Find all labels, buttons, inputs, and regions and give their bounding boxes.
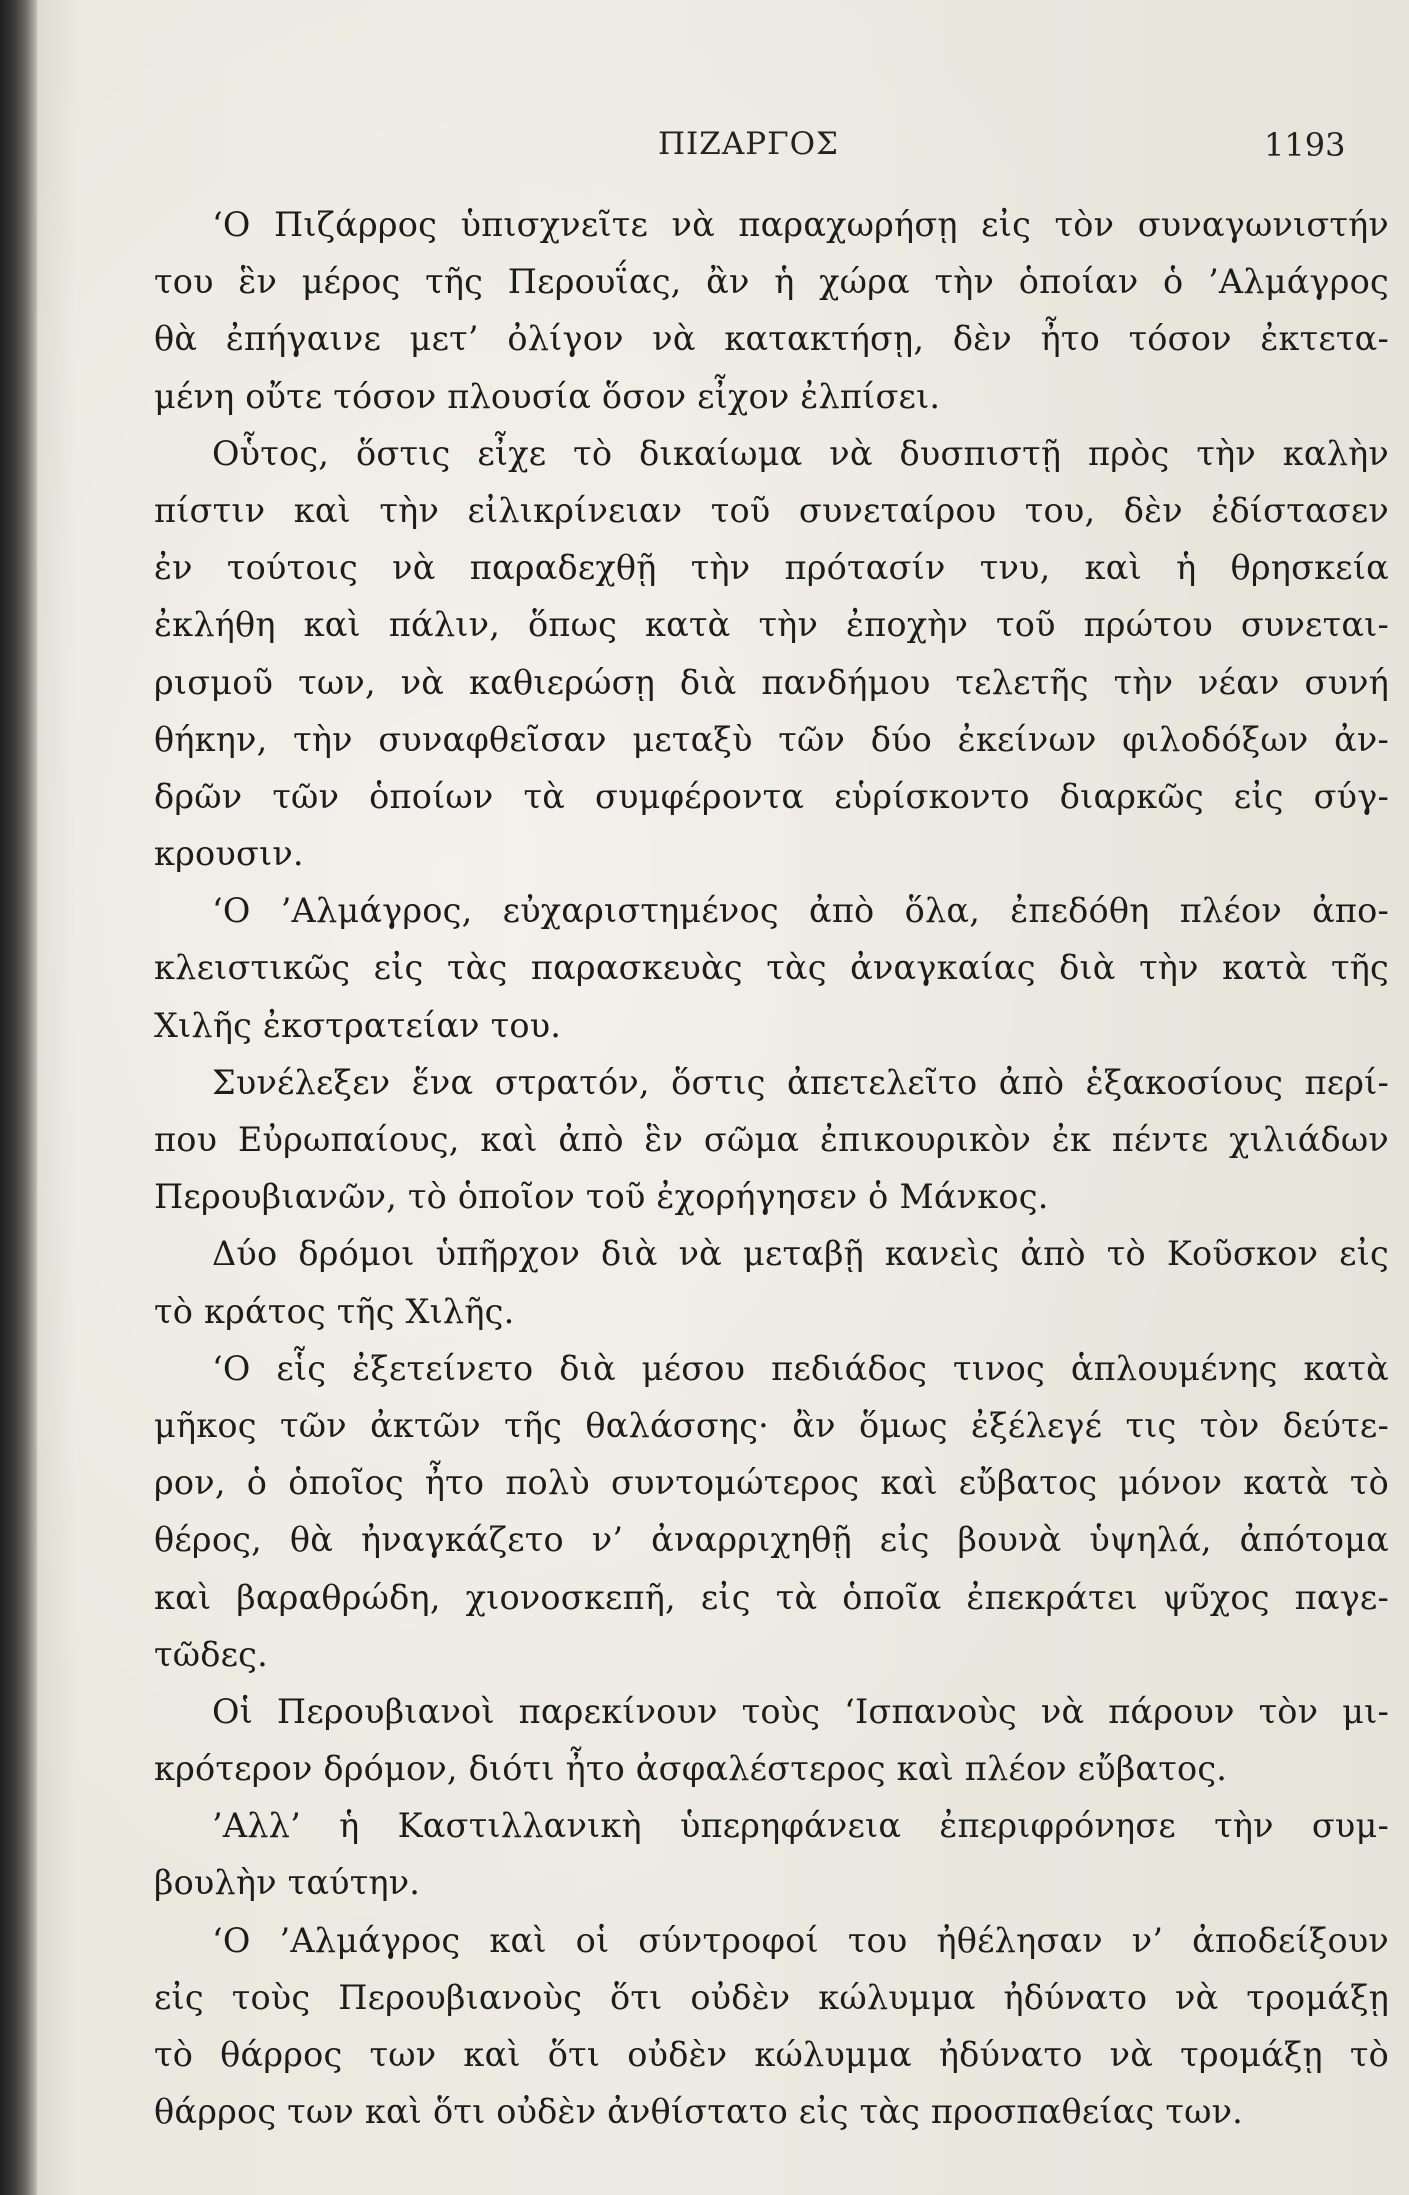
text-line: ‘Ο ’Αλμάγρος καὶ οἱ σύντροφοί του ἠθέλησαν ν’ ἀποδείξουν [212,1920,1389,1960]
text-line: ‘Ο εἷς ἐξετείνετο διὰ μέσου πεδιάδος τινος ἁπλουμένης κατὰ [212,1348,1389,1388]
text-line: Συνέλεξεν ἕνα στρατόν, ὅστις ἀπετελεῖτο ἀπὸ ἑξακοσίους περί- [212,1062,1389,1102]
text-line: ‘Ο Πιζάρρος ὑπισχνεῖτε νὰ παραχωρήσῃ εἰς τὸν συναγωνιστήν [212,205,1389,244]
text-line: Οἱ Περουβιανοὶ παρεκίνουν τοὺς ‘Ισπανοὺς νὰ πάρουν τὸν μι- [212,1691,1389,1731]
text-line: τὸ θάρρος των καὶ ὅτι οὐδὲν κώλυμμα ἠδύνατο νὰ τρομάξῃ τὸ [154,2035,1389,2074]
text-line: κρότερον δρόμον, διότι ἦτο ἀσφαλέστερος καὶ πλέον εὔβατος. [154,1749,1228,1789]
text-line: Περουβιανῶν, τὸ ὁποῖον τοῦ ἐχορήγησεν ὁ Μάνκος. [154,1177,1049,1217]
body-text [154,196,1389,2140]
book-page [38,0,1409,2195]
text-line: ρισμοῦ των, νὰ καθιερώσῃ διὰ πανδήμου τελετῆς τὴν νέαν συνή [154,662,1389,702]
text-line: θήκην, τὴν συναφθεῖσαν μεταξὺ τῶν δύο ἐκείνων φιλοδόξων ἀν- [154,719,1389,759]
text-line: βουλὴν ταύτην. [154,1863,421,1903]
text-line: του ἓν μέρος τῆς Περουΐας, ἂν ἡ χώρα τὴν ὁποίαν ὁ ’Αλμάγρος [154,262,1389,302]
text-line: κρουσιν. [154,834,304,874]
text-line: θάρρος των καὶ ὅτι οὐδὲν ἀνθίστατο εἰς τὰς προσπαθείας των. [154,2092,1244,2132]
text-line: ‘Ο ’Αλμάγρος, εὐχαριστημένος ἀπὸ ὅλα, ἐπεδόθη πλέον ἀπο- [212,891,1389,931]
text-line: τὸ κράτος τῆς Χιλῆς. [154,1291,515,1331]
text-line: Χιλῆς ἐκστρατείαν του. [154,1005,562,1045]
text-line: ρον, ὁ ὁποῖος ἦτο πολὺ συντομώτερος καὶ εὔβατος μόνον κατὰ τὸ [154,1463,1389,1503]
text-line: τῶδες. [154,1634,268,1674]
text-line: ἐν τούτοις νὰ παραδεχθῇ τὴν πρότασίν τνυ, καὶ ἡ θρησκεία [154,548,1389,588]
text-line: κλειστικῶς εἰς τὰς παρασκευὰς τὰς ἀναγκαίας διὰ τὴν κατὰ τῆς [154,948,1389,988]
text-line: θέρος, θὰ ἠναγκάζετο ν’ ἀναρριχηθῇ εἰς βουνὰ ὑψηλά, ἀπότομα [154,1520,1389,1560]
text-line: Δύο δρόμοι ὑπῆρχον διὰ νὰ μεταβῇ κανεὶς ἀπὸ τὸ Κοῦσκον εἰς [212,1234,1389,1274]
text-line: ἐκλήθη καὶ πάλιν, ὅπως κατὰ τὴν ἐποχὴν τοῦ πρώτου συνεται- [154,605,1389,645]
text-line: που Εὐρωπαίους, καὶ ἀπὸ ἓν σῶμα ἐπικουρικὸν ἐκ πέντε χιλιάδων [154,1120,1389,1159]
text-line: ’Αλλ’ ἡ Καστιλλανικὴ ὑπερηφάνεια ἐπεριφρόνησε τὴν συμ- [212,1806,1389,1846]
text-line: μῆκος τῶν ἀκτῶν τῆς θαλάσσης· ἂν ὅμως ἐξέλεγέ τις τὸν δεύτε- [154,1405,1389,1445]
running-head [38,126,1409,166]
text-line: πίστιν καὶ τὴν εἰλικρίνειαν τοῦ συνεταίρου του, δὲν ἐδίστασεν [154,490,1389,530]
text-line: Οὗτος, ὅστις εἶχε τὸ δικαίωμα νὰ δυσπιστῇ πρὸς τὴν καλὴν [212,433,1389,473]
text-line: μένη οὔτε τόσον πλουσία ὅσον εἶχον ἐλπίσει. [154,376,941,416]
page-number: 1193 [1264,126,1346,164]
text-line: καὶ βαραθρώδη, χιονοσκεπῆ, εἰς τὰ ὁποῖα ἐπεκράτει ψῦχος παγε- [154,1577,1389,1617]
text-line: θὰ ἐπήγαινε μετ’ ὀλίγον νὰ κατακτήσῃ, δὲν ἦτο τόσον ἐκτετα- [154,319,1389,359]
book-binding-shadow [0,0,38,2195]
text-line: εἰς τοὺς Περουβιανοὺς ὅτι οὐδὲν κώλυμμα ἠδύνατο νὰ τρομάξῃ [154,1977,1389,2017]
text-line: δρῶν τῶν ὁποίων τὰ συμφέροντα εὑρίσκοντο διαρκῶς εἰς σύγ- [154,776,1389,816]
running-head-title: ΠΙΖΑΡΓΟΣ [658,126,839,162]
